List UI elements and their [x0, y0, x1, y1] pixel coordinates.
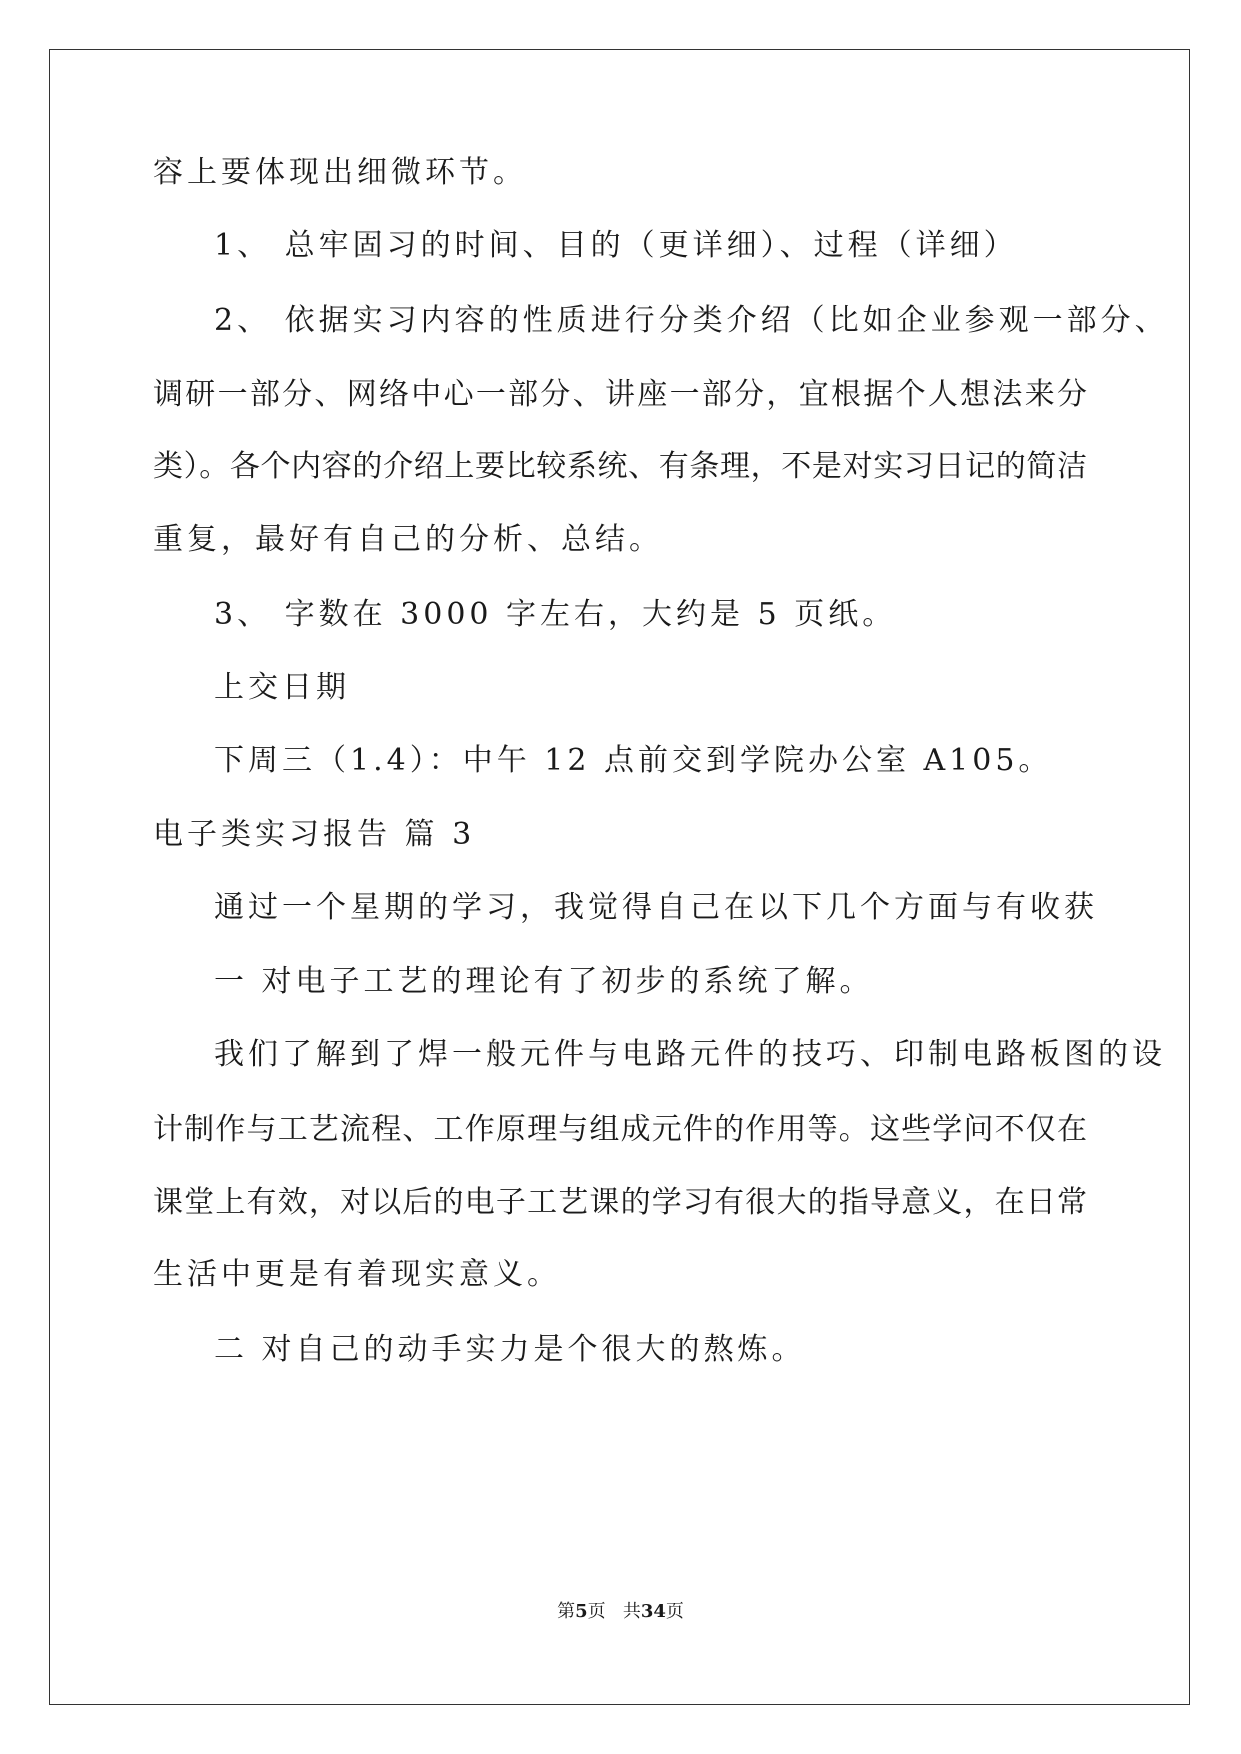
footer-total-suffix: 页 [665, 1601, 684, 1622]
list-item-3: 3、 字数在 3000 字左右，大约是 5 页纸。 [214, 597, 897, 632]
footer-total-prefix: 共 [622, 1601, 641, 1622]
paragraph-start: 我们了解到了焊一般元件与电路元件的技巧、印制电路板图的设 [214, 1037, 1166, 1072]
text-line: 生活中更是有着现实意义。 [153, 1257, 561, 1292]
page-border [49, 49, 1190, 1705]
total-pages: 34 [640, 1601, 666, 1622]
footer-prefix: 第 [557, 1601, 576, 1622]
page-footer [0, 1600, 1241, 1624]
deadline-line: 下周三（1.4）：中午 12 点前交到学院办公室 A105。 [214, 743, 1053, 778]
list-item-2: 2、 依据实习内容的性质进行分类介绍（比如企业参观一部分、 [214, 303, 1169, 338]
page-number: 5 [575, 1601, 588, 1622]
text-line: 课堂上有效，对以后的电子工艺课的学习有很大的指导意义，在日常 [153, 1185, 1087, 1220]
point-heading-2: 二 对自己的动手实力是个很大的熬炼。 [214, 1332, 806, 1367]
footer-page-suffix: 页 [587, 1601, 606, 1622]
text-line: 重复，最好有自己的分析、总结。 [153, 522, 663, 557]
text-line: 调研一部分、网络中心一部分、讲座一部分，宜根据个人想法来分 [153, 377, 1087, 412]
list-item-1: 1、 总牢固习的时间、目的（更详细）、过程（详细） [214, 228, 1018, 263]
text-line: 类）。各个内容的介绍上要比较系统、有条理，不是对实习日记的简洁 [153, 449, 1087, 484]
section-heading: 电子类实习报告 篇 3 [153, 817, 476, 852]
section-label: 上交日期 [214, 670, 350, 705]
point-heading-1: 一 对电子工艺的理论有了初步的系统了解。 [214, 964, 874, 999]
text-line: 计制作与工艺流程、工作原理与组成元件的作用等。这些学问不仅在 [153, 1112, 1087, 1147]
paragraph-start: 通过一个星期的学习，我觉得自己在以下几个方面与有收获 [214, 890, 1098, 925]
text-line: 容上要体现出细微环节。 [153, 155, 527, 190]
